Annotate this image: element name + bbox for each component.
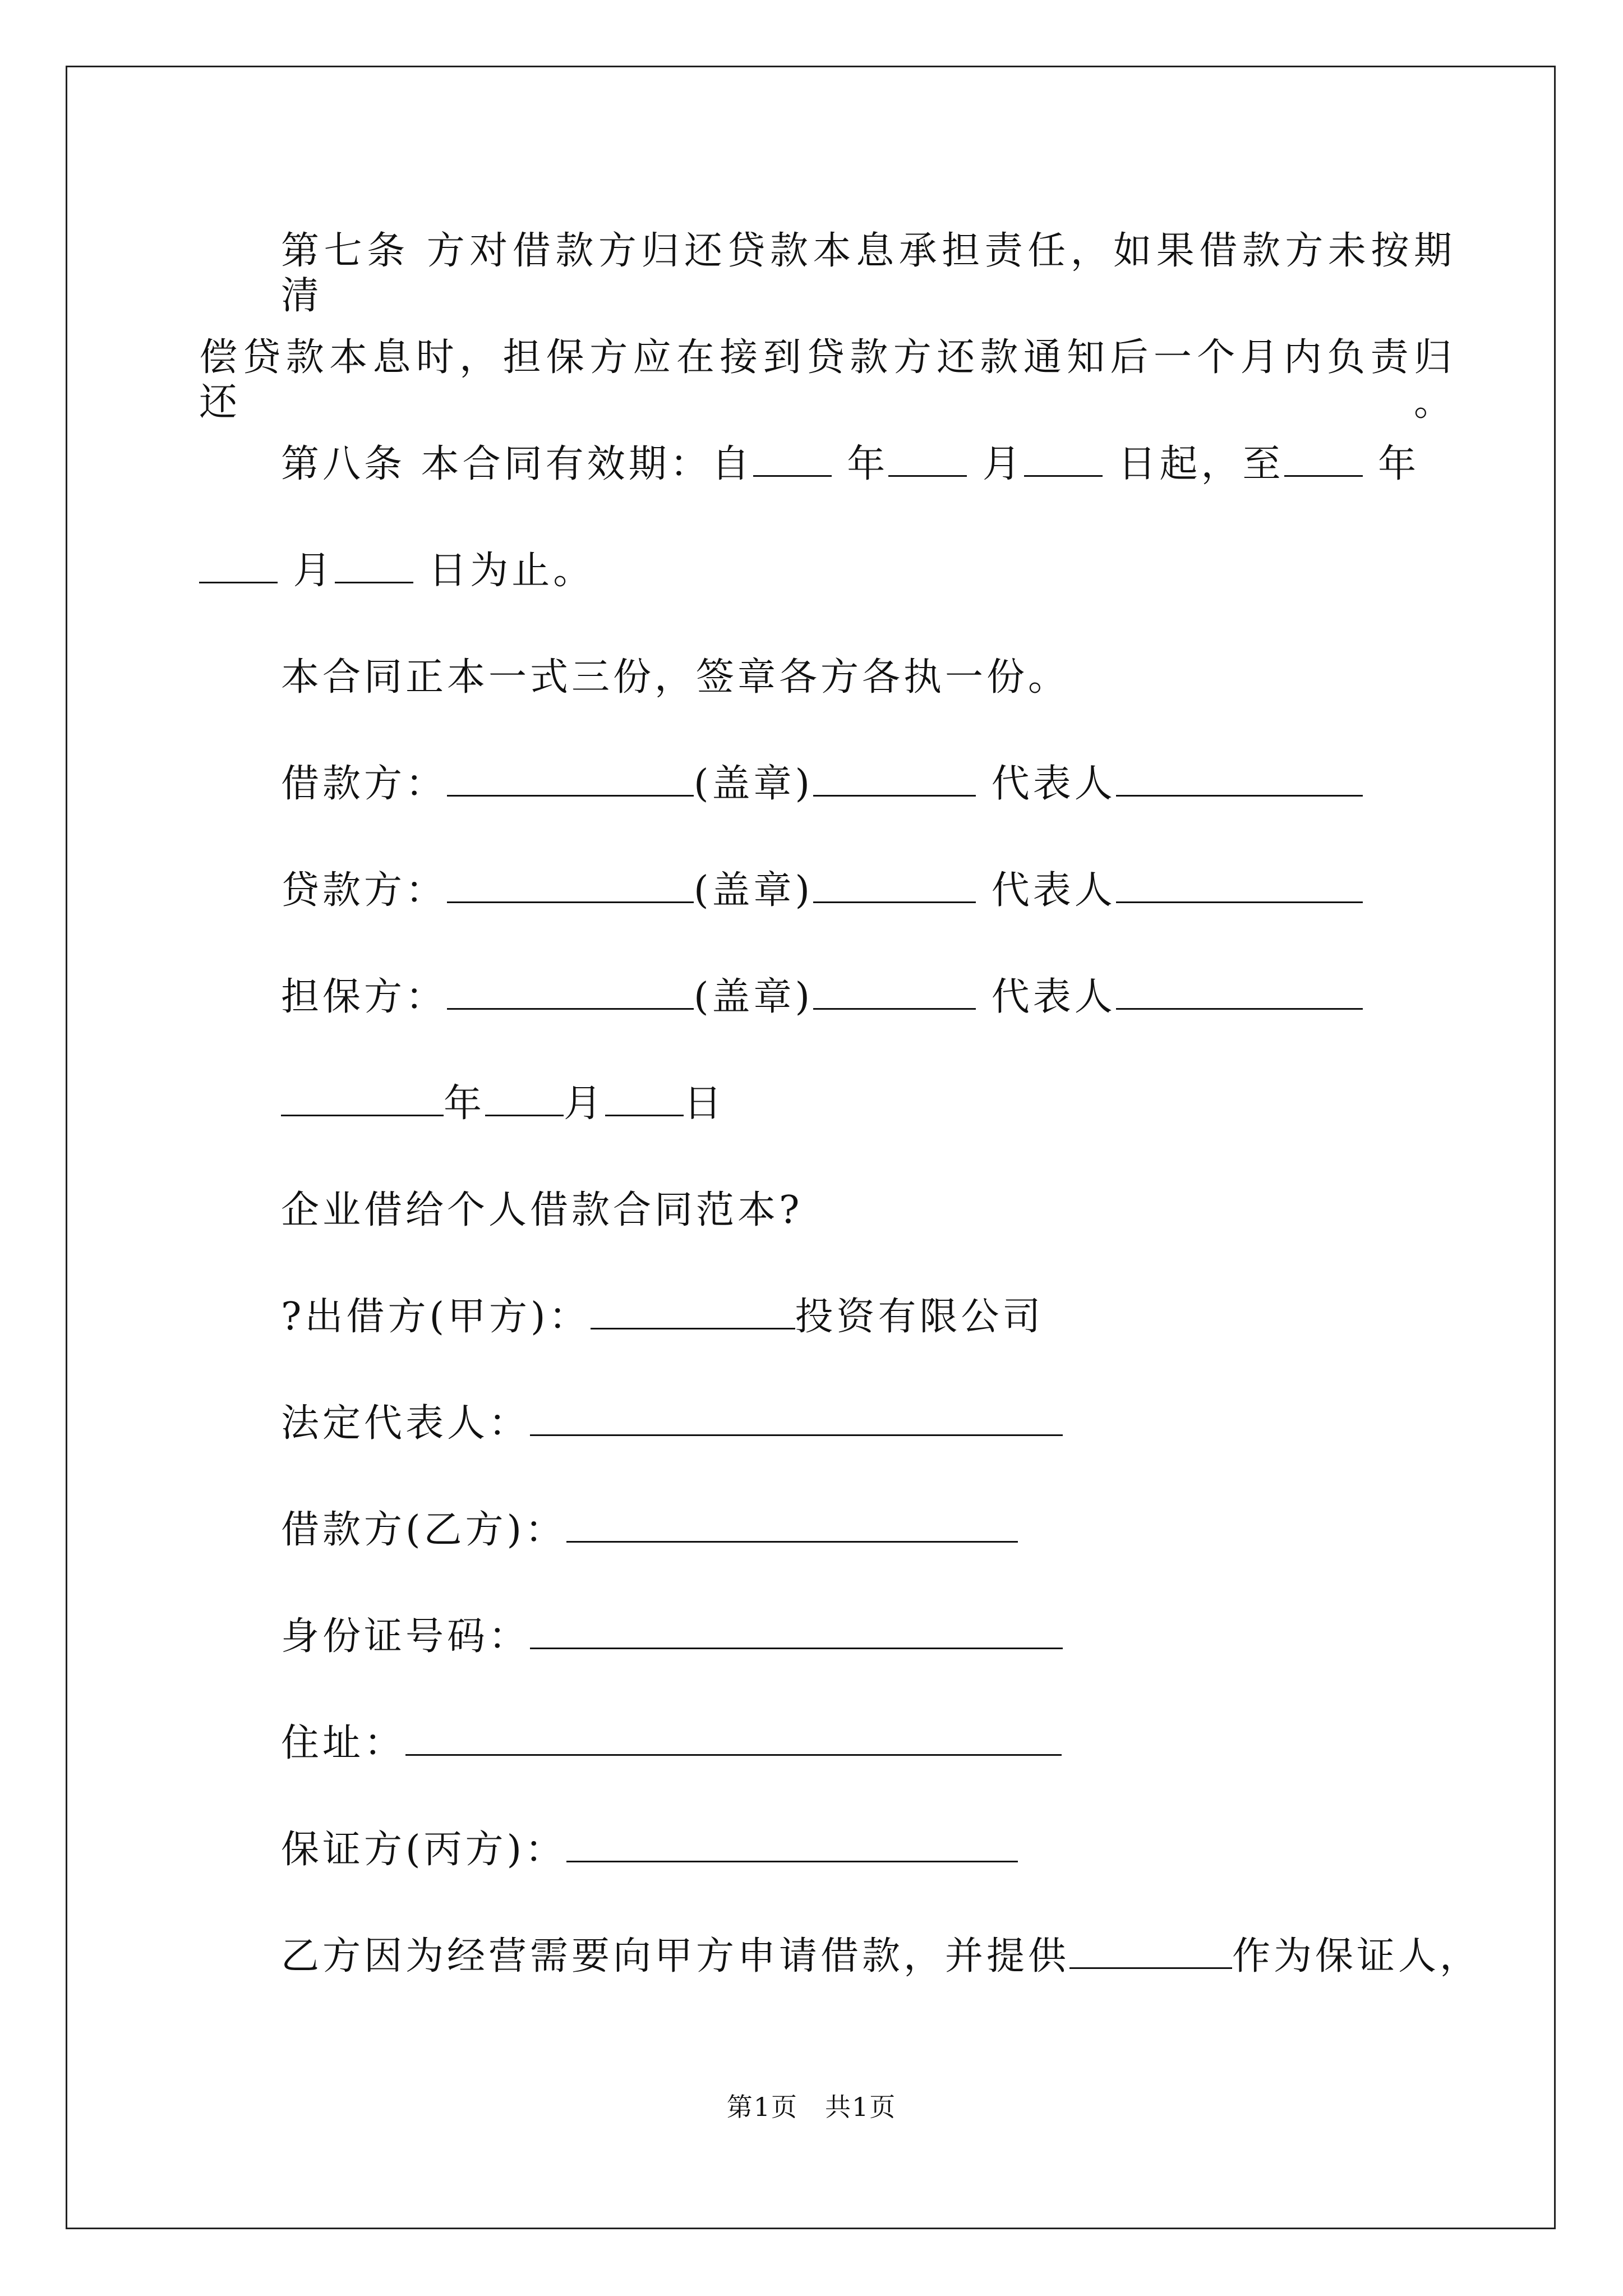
lender-line	[281, 1295, 1044, 1340]
article-8-prefix: 第八条 本合同有效期：自	[281, 442, 753, 486]
date-month-label: 月	[564, 1082, 606, 1126]
address-label: 住址：	[281, 1721, 406, 1765]
representative-blank	[1116, 763, 1363, 797]
date-day-label: 日	[684, 1082, 726, 1126]
end-month-blank	[199, 550, 278, 583]
representative-blank	[1116, 870, 1363, 903]
end-year-blank	[1284, 444, 1363, 477]
address-line	[281, 1721, 1062, 1766]
date-month-blank	[485, 1083, 564, 1116]
signatory-label: 贷款方：	[281, 868, 448, 913]
signatory-name-blank	[447, 977, 694, 1010]
start-year-blank	[753, 444, 832, 477]
end-day-label: 日为止。	[428, 549, 595, 593]
id-number-line	[281, 1614, 1063, 1659]
guarantor-blank	[566, 1829, 1018, 1862]
start-month-label: 月	[982, 442, 1024, 486]
article-8-line-2	[199, 549, 594, 593]
start-day-blank	[1024, 444, 1103, 477]
article-7-line-1: 第七条 方对借款方归还贷款本息承担责任，如果借款方未按期清	[281, 229, 1455, 318]
guarantor-name-blank	[1069, 1936, 1232, 1969]
article-8-line-1	[281, 442, 1419, 487]
guarantor-line	[281, 1828, 1018, 1872]
representative-label: 代表人	[991, 868, 1116, 913]
last-line-suffix: 作为保证人，	[1232, 1934, 1482, 1978]
borrower-label: 借款方(乙方)：	[281, 1508, 567, 1552]
signatory-label: 担保方：	[281, 975, 448, 1019]
date-year-blank	[281, 1083, 444, 1116]
signatory-borrower	[281, 762, 1363, 807]
lender-label: ?出借方(甲方)：	[281, 1295, 591, 1339]
legal-rep-blank	[530, 1403, 1063, 1436]
id-number-label: 身份证号码：	[281, 1614, 531, 1659]
last-line	[281, 1934, 1481, 1979]
borrower-line	[281, 1508, 1018, 1553]
end-year-label: 年	[1378, 442, 1420, 486]
seal-label: (盖章)	[694, 868, 814, 913]
end-month-label: 月	[293, 549, 335, 593]
page-footer: 第1页 共1页	[726, 2092, 897, 2122]
start-month-blank	[888, 444, 967, 477]
lender-suffix: 投资有限公司	[795, 1295, 1044, 1339]
borrower-blank	[566, 1510, 1018, 1543]
template-title: 企业借给个人借款合同范本?	[281, 1188, 803, 1232]
guarantor-label: 保证方(丙方)：	[281, 1828, 567, 1872]
seal-label: (盖章)	[694, 762, 814, 806]
date-line	[281, 1082, 725, 1126]
seal-label: (盖章)	[694, 975, 814, 1019]
signatory-guarantor	[281, 975, 1363, 1020]
representative-blank	[1116, 977, 1363, 1010]
start-year-label: 年	[847, 442, 889, 486]
article-7-line-2: 偿贷款本息时，担保方应在接到贷款方还款通知后一个月内负责归还。	[199, 335, 1455, 425]
lender-name-blank	[591, 1296, 795, 1329]
signatory-name-blank	[447, 870, 694, 903]
date-year-label: 年	[444, 1082, 486, 1126]
signatory-lender	[281, 868, 1363, 913]
seal-blank	[813, 977, 976, 1010]
end-day-blank	[335, 550, 413, 583]
start-day-label: 日起，至	[1118, 442, 1284, 486]
copies-line: 本合同正本一式三份，签章各方各执一份。	[281, 655, 1070, 700]
date-day-blank	[605, 1083, 684, 1116]
address-blank	[405, 1723, 1062, 1756]
seal-blank	[813, 763, 976, 797]
legal-rep-label: 法定代表人：	[281, 1401, 531, 1446]
representative-label: 代表人	[991, 975, 1116, 1019]
legal-rep-line	[281, 1401, 1063, 1446]
signatory-label: 借款方：	[281, 762, 448, 806]
representative-label: 代表人	[991, 762, 1116, 806]
signatory-name-blank	[447, 763, 694, 797]
last-line-prefix: 乙方因为经营需要向甲方申请借款，并提供	[281, 1934, 1070, 1978]
seal-blank	[813, 870, 976, 903]
id-number-blank	[530, 1616, 1063, 1649]
